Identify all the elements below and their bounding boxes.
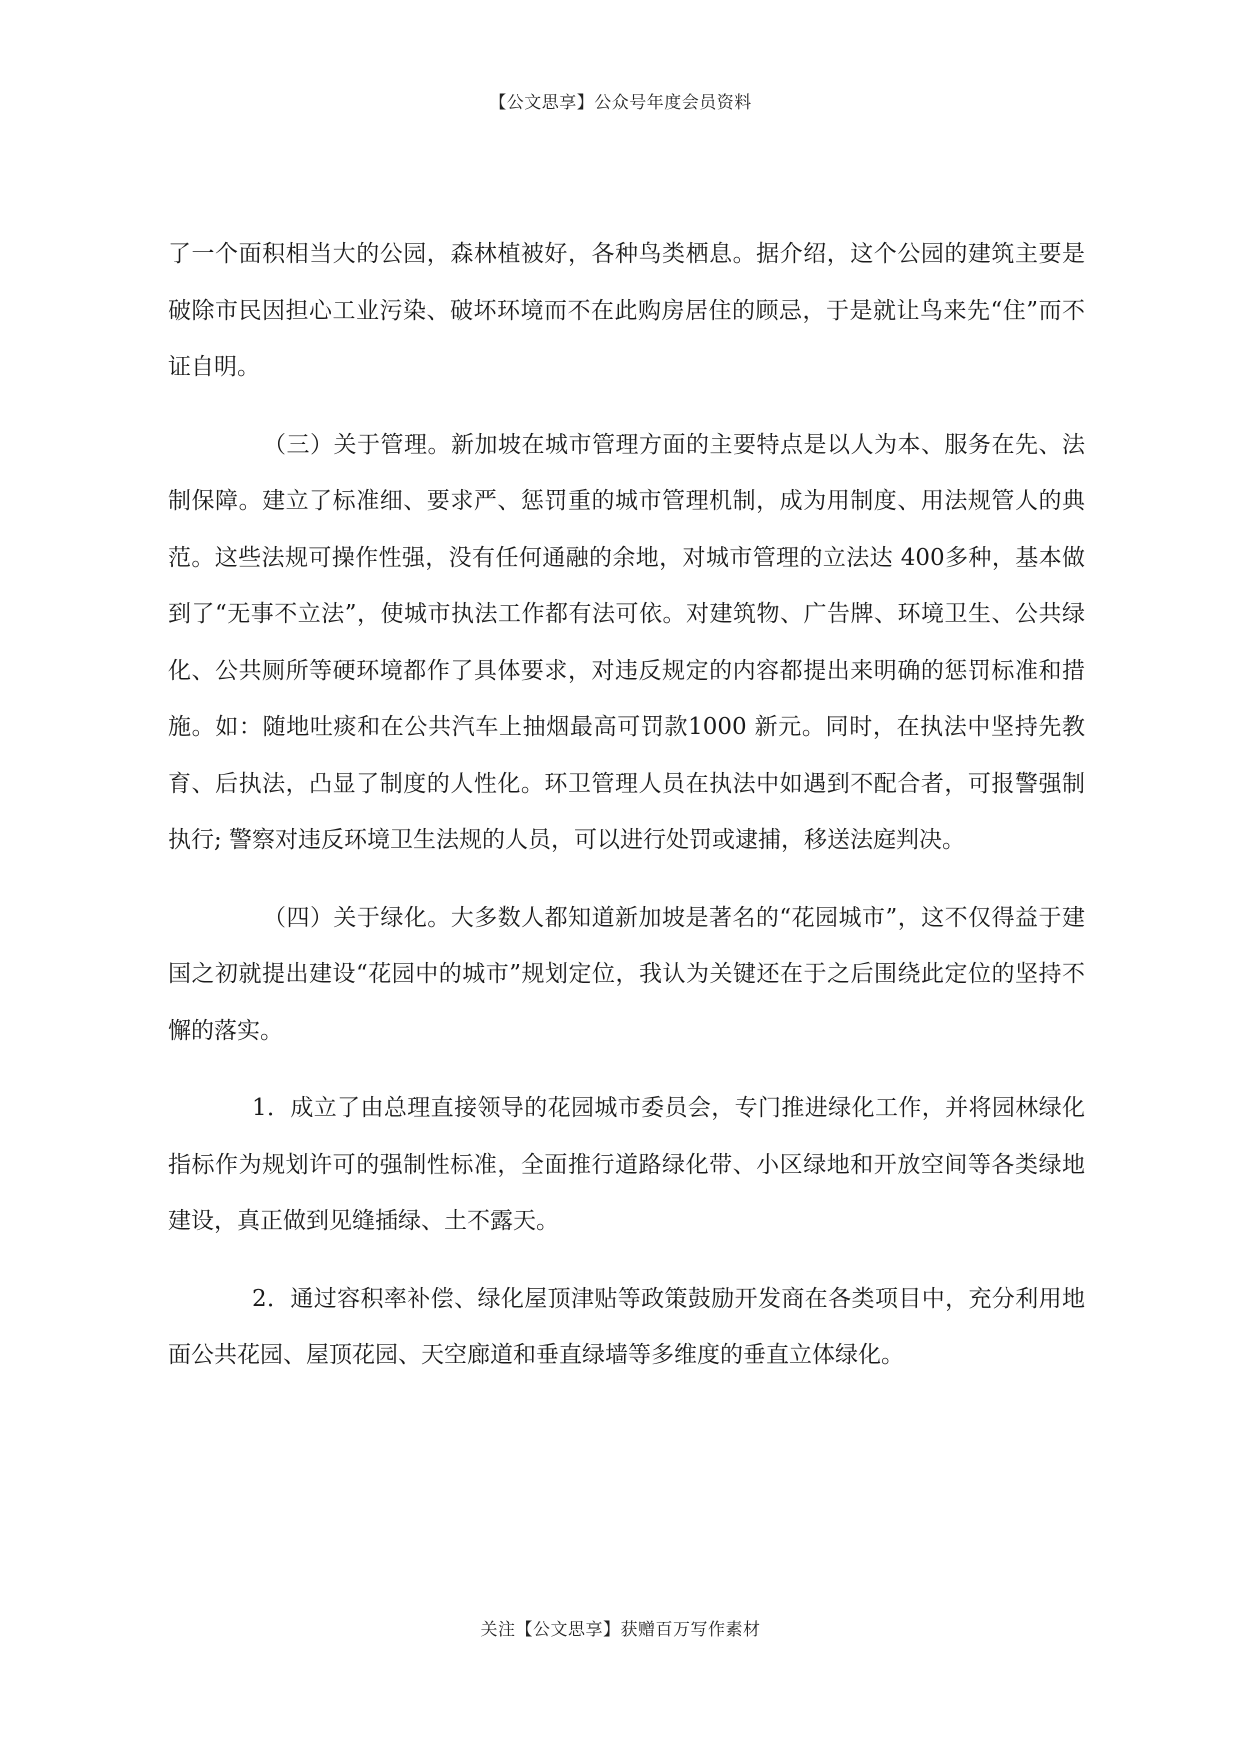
paragraph-management: （三）关于管理。新加坡在城市管理方面的主要特点是以人为本、服务在先、法制保障。建立了标准细、要求严、惩罚重的城市管理机制，成为用制度、用法规管人的典范。这些法规可操作性强，没有任何通融的余地，对城市管理的立法达 400多种，基本做到了“无事不立法”，使城市执法工作都有法可依。对建筑物、广告牌、环境卫生、公共绿化、公共厕所等硬环境都作了具体要求，对违反规定的内容都提出来明确的惩罚标准和措施。如：随地吐痰和在公共汽车上抽烟最高可罚款1000 新元。同时，在执法中坚持先教育、后执法，凸显了制度的人性化。环卫管理人员在执法中如遇到不配合者，可报警强制执行; 警察对违反环境卫生法规的人员，可以进行处罚或逮捕，移送法庭判决。 bbox=[168, 431, 1085, 853]
paragraph-park-continuation: 了一个面积相当大的公园，森林植被好，各种鸟类栖息。据介绍，这个公园的建筑主要是破除市民因担心工业污染、破坏环境而不在此购房居住的顾忌，于是就让鸟来先“住”而不证自明。 bbox=[168, 241, 1085, 380]
document-body bbox=[168, 226, 1085, 1405]
paragraph-greening-item-2: 2．通过容积率补偿、绿化屋顶津贴等政策鼓励开发商在各类项目中，充分利用地面公共花园、屋顶花园、天空廊道和垂直绿墙等多维度的垂直立体绿化。 bbox=[168, 1285, 1085, 1368]
page-footer: 关注【公文思享】获赠百万写作素材 bbox=[480, 1620, 761, 1640]
paragraph-greening: （四）关于绿化。大多数人都知道新加坡是著名的“花园城市”，这不仅得益于建国之初就提出建设“花园中的城市”规划定位，我认为关键还在于之后围绕此定位的坚持不懈的落实。 bbox=[168, 904, 1085, 1044]
paragraph-greening-item-1: 1．成立了由总理直接领导的花园城市委员会，专门推进绿化工作，并将园林绿化指标作为规划许可的强制性标准，全面推行道路绿化带、小区绿地和开放空间等各类绿地建设，真正做到见缝插绿、土不露天。 bbox=[168, 1095, 1085, 1234]
page-header: 【公文思享】公众号年度会员资料 bbox=[489, 93, 752, 113]
